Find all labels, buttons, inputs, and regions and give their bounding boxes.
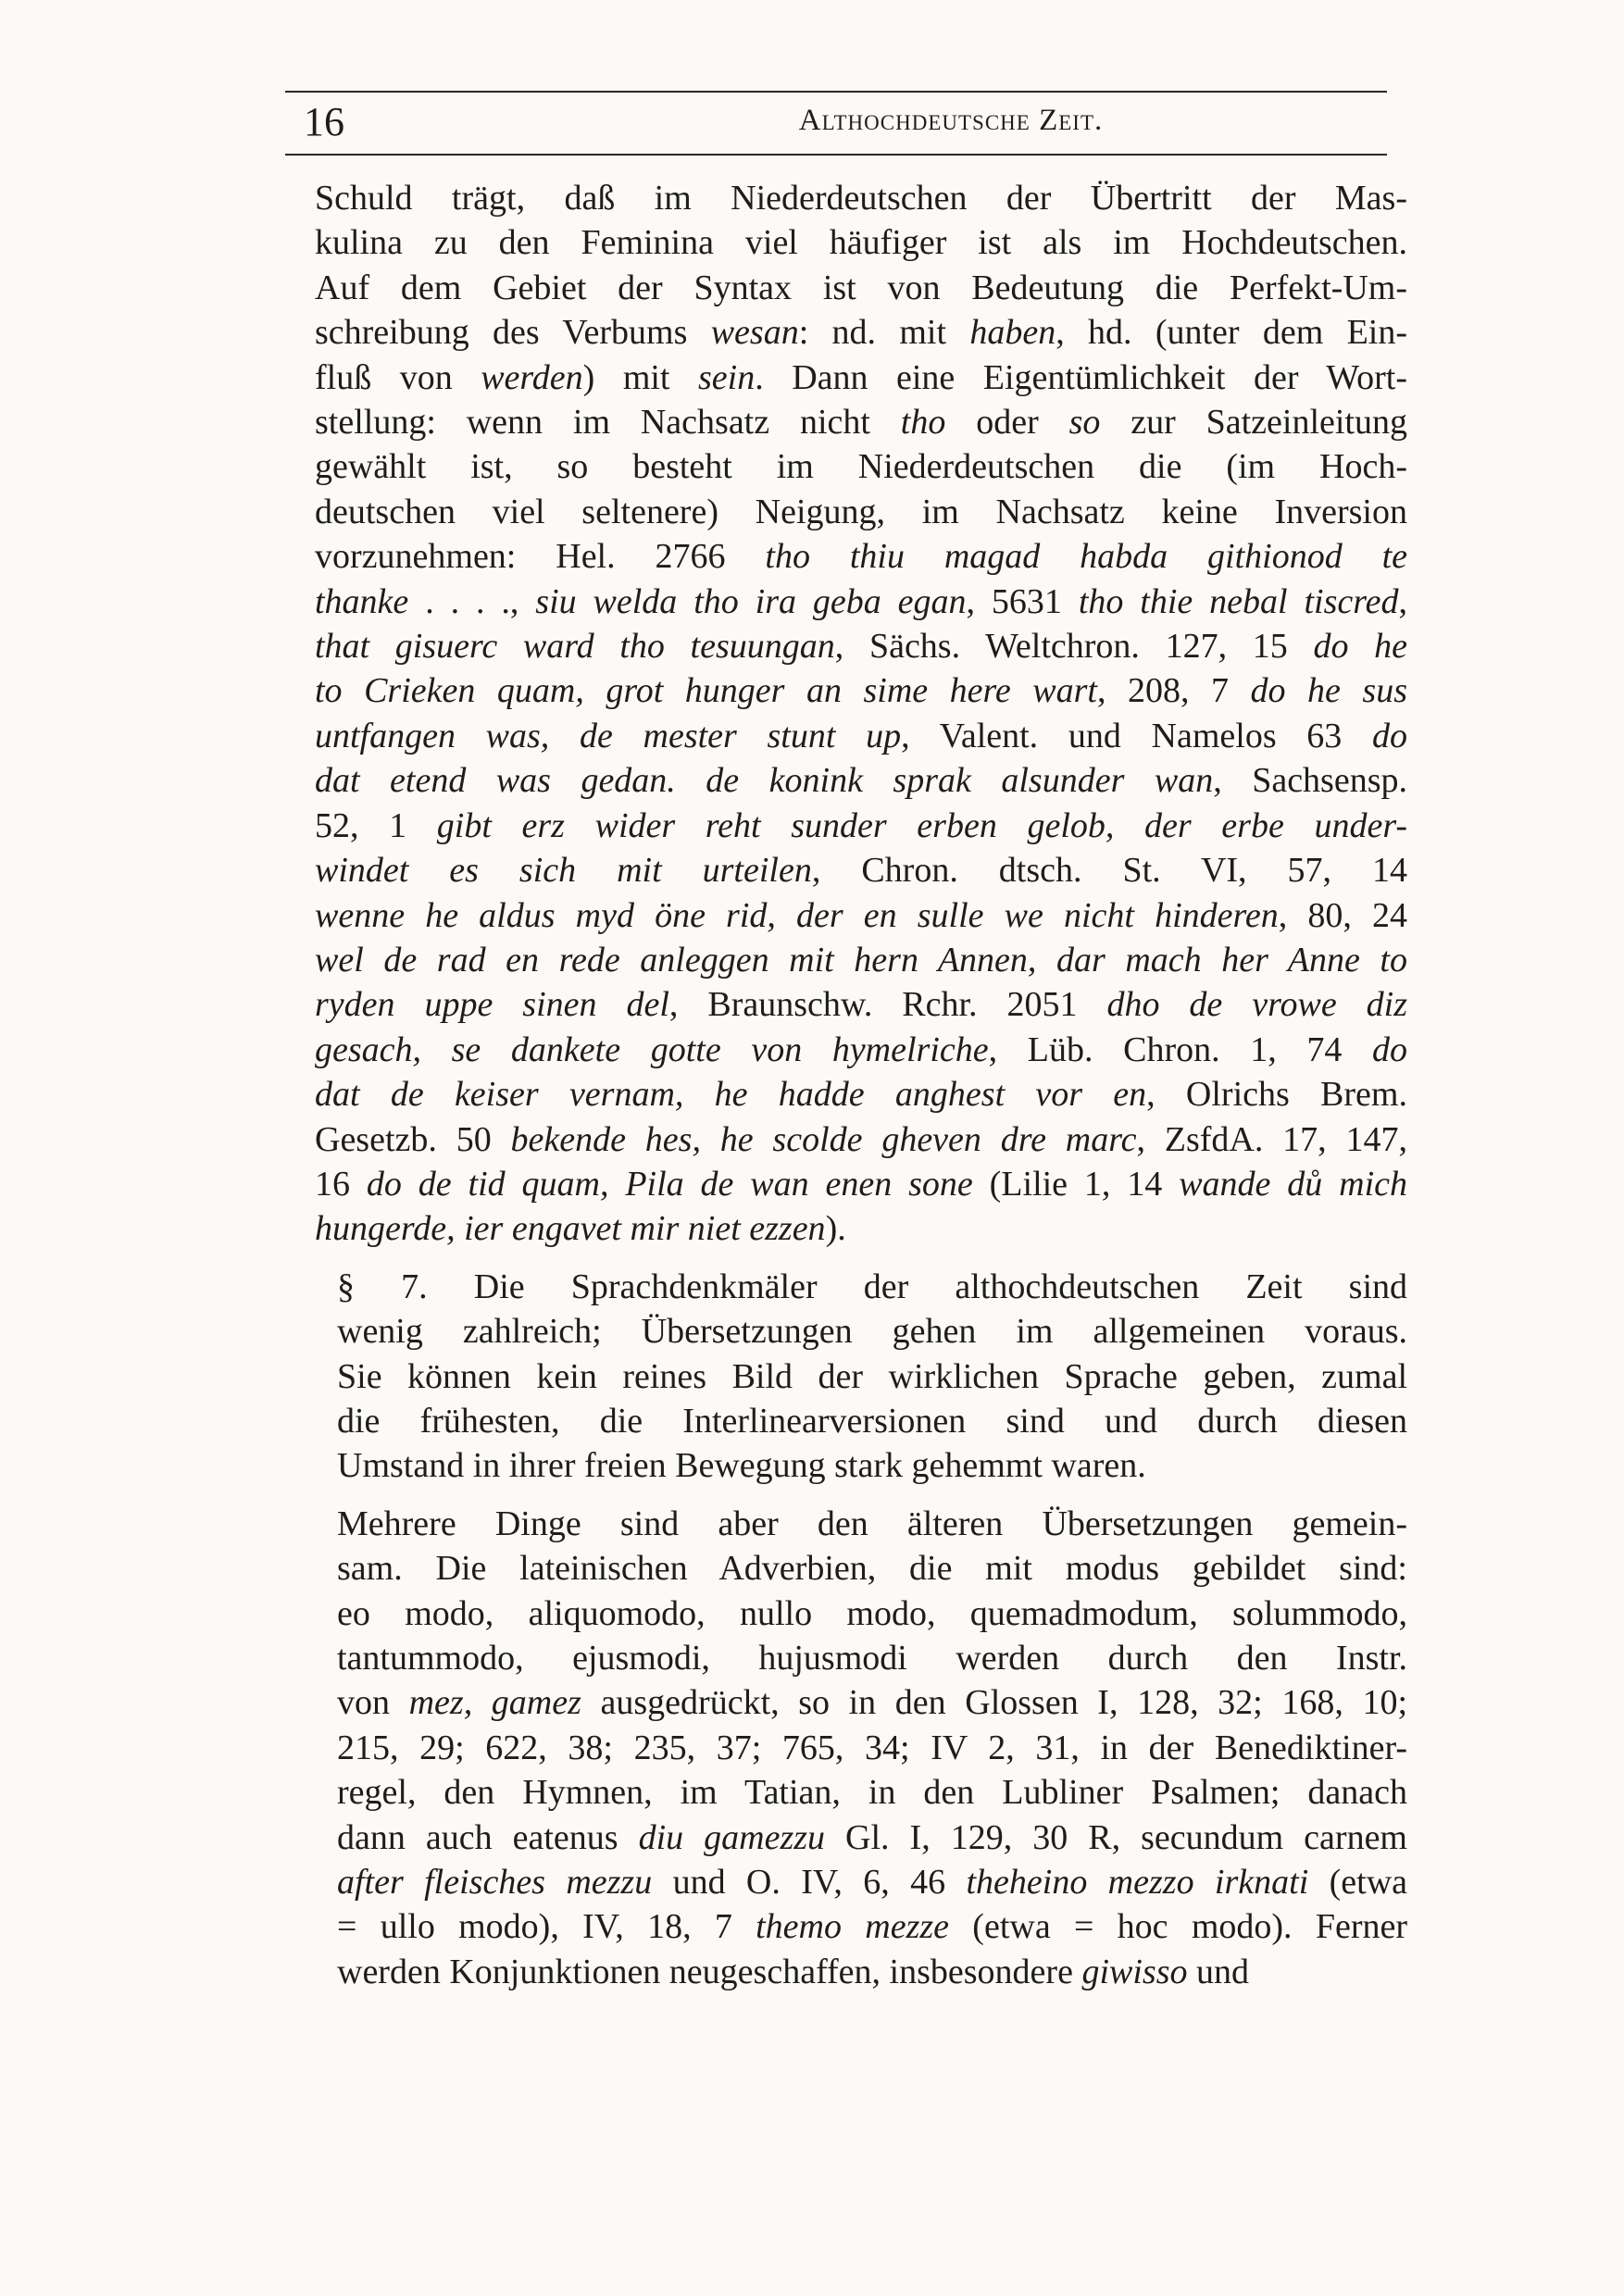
text-line: regel, den Hymnen, im Tatian, in den Lubliner Psalmen; danach [337,1773,1407,1813]
text-line: 16 do de tid quam, Pila de wan enen sone (Lilie 1, 14 wande dů mich [315,1164,1407,1204]
text-line: gesach, se dankete gotte von hymelriche, Lüb. Chron. 1, 74 do [315,1029,1407,1069]
text-line: § 7. Die Sprachdenkmäler der althochdeutschen Zeit sind [337,1267,1407,1306]
body-text [315,176,1407,1994]
paragraph-section-7 [315,1265,1407,1489]
text-line: werden Konjunktionen neugeschaffen, insbesondere giwisso und [337,1952,1249,1991]
text-line: hungerde, ier engavet mir niet ezzen). [315,1209,846,1249]
text-line: Sie können kein reines Bild der wirklichen Sprache geben, zumal [337,1356,1407,1396]
text-line: windet es sich mit urteilen, Chron. dtsch. St. VI, 57, 14 [315,851,1407,891]
text-line: eo modo, aliquomodo, nullo modo, quemadmodum, solummodo, [337,1593,1407,1633]
text-line: von mez, gamez ausgedrückt, so in den Glossen I, 128, 32; 168, 10; [337,1683,1407,1723]
text-line: schreibung des Verbums wesan: nd. mit haben, hd. (unter dem Ein- [315,313,1407,353]
paragraph-continuation [315,176,1407,1252]
text-line: fluß von werden) mit sein. Dann eine Eigentümlichkeit der Wort- [315,357,1407,397]
text-line: dann auch eatenus diu gamezzu Gl. I, 129, 30 R, secundum carnem [337,1817,1407,1857]
paragraph-translations [315,1502,1407,1994]
text-line: vorzunehmen: Hel. 2766 tho thiu magad habda githionod te [315,537,1407,577]
running-title: Althochdeutsche Zeit. [798,104,1104,137]
text-line: untfangen was, de mester stunt up, Valent. und Namelos 63 do [315,716,1407,755]
text-line: stellung: wenn im Nachsatz nicht tho oder so zur Satzeinleitung [315,403,1407,443]
text-line: that gisuerc ward tho tesuungan, Sächs. Weltchron. 127, 15 do he [315,627,1407,667]
text-line: Auf dem Gebiet der Syntax ist von Bedeutung die Perfekt-Um- [315,268,1407,307]
text-line: gewählt ist, so besteht im Niederdeutschen die (im Hoch- [315,447,1407,487]
text-line: sam. Die lateinischen Adverbien, die mit modus gebildet sind: [337,1549,1407,1589]
text-line: after fleisches mezzu und O. IV, 6, 46 theheino mezzo irknati (etwa [337,1863,1407,1903]
text-line: kulina zu den Feminina viel häufiger ist als im Hochdeutschen. [315,223,1407,263]
text-line: ryden uppe sinen del, Braunschw. Rchr. 2051 dho de vrowe diz [315,985,1407,1025]
text-line: dat de keiser vernam, he hadde anghest vor en, Olrichs Brem. [315,1075,1407,1115]
header-rule-top [285,91,1387,93]
text-line: thanke . . . ., siu welda tho ira geba egan, 5631 tho thie nebal tiscred, [315,581,1407,621]
text-line: 215, 29; 622, 38; 235, 37; 765, 34; IV 2, 31, in der Benediktiner- [337,1728,1407,1767]
text-line: to Crieken quam, grot hunger an sime here wart, 208, 7 do he sus [315,671,1407,711]
text-line: Schuld trägt, daß im Niederdeutschen der Übertritt der Mas- [315,179,1407,218]
page-number: 16 [304,99,344,144]
text-line: die frühesten, die Interlinearversionen sind und durch diesen [337,1401,1407,1441]
text-line: deutschen viel seltenere) Neigung, im Nachsatz keine Inversion [315,492,1407,531]
text-line: tantummodo, ejusmodi, hujusmodi werden durch den Instr. [337,1639,1407,1678]
text-line: Gesetzb. 50 bekende hes, he scolde gheven dre marc, ZsfdA. 17, 147, [315,1119,1407,1159]
text-line: wel de rad en rede anleggen mit hern Annen, dar mach her Anne to [315,940,1407,980]
header-rule-bottom [285,154,1387,156]
text-line: wenig zahlreich; Übersetzungen gehen im allgemeinen voraus. [337,1312,1407,1352]
text-line: Umstand in ihrer freien Bewegung stark gehemmt waren. [337,1446,1146,1486]
text-line: Mehrere Dinge sind aber den älteren Übersetzungen gemein- [337,1504,1407,1543]
text-line: dat etend was gedan. de konink sprak alsunder wan, Sachsensp. [315,761,1407,801]
text-line: 52, 1 gibt erz wider reht sunder erben gelob, der erbe under- [315,805,1407,845]
text-line: wenne he aldus myd öne rid, der en sulle we nicht hinderen, 80, 24 [315,895,1407,935]
text-line: = ullo modo), IV, 18, 7 themo mezze (etwa = hoc modo). Ferner [337,1907,1407,1947]
